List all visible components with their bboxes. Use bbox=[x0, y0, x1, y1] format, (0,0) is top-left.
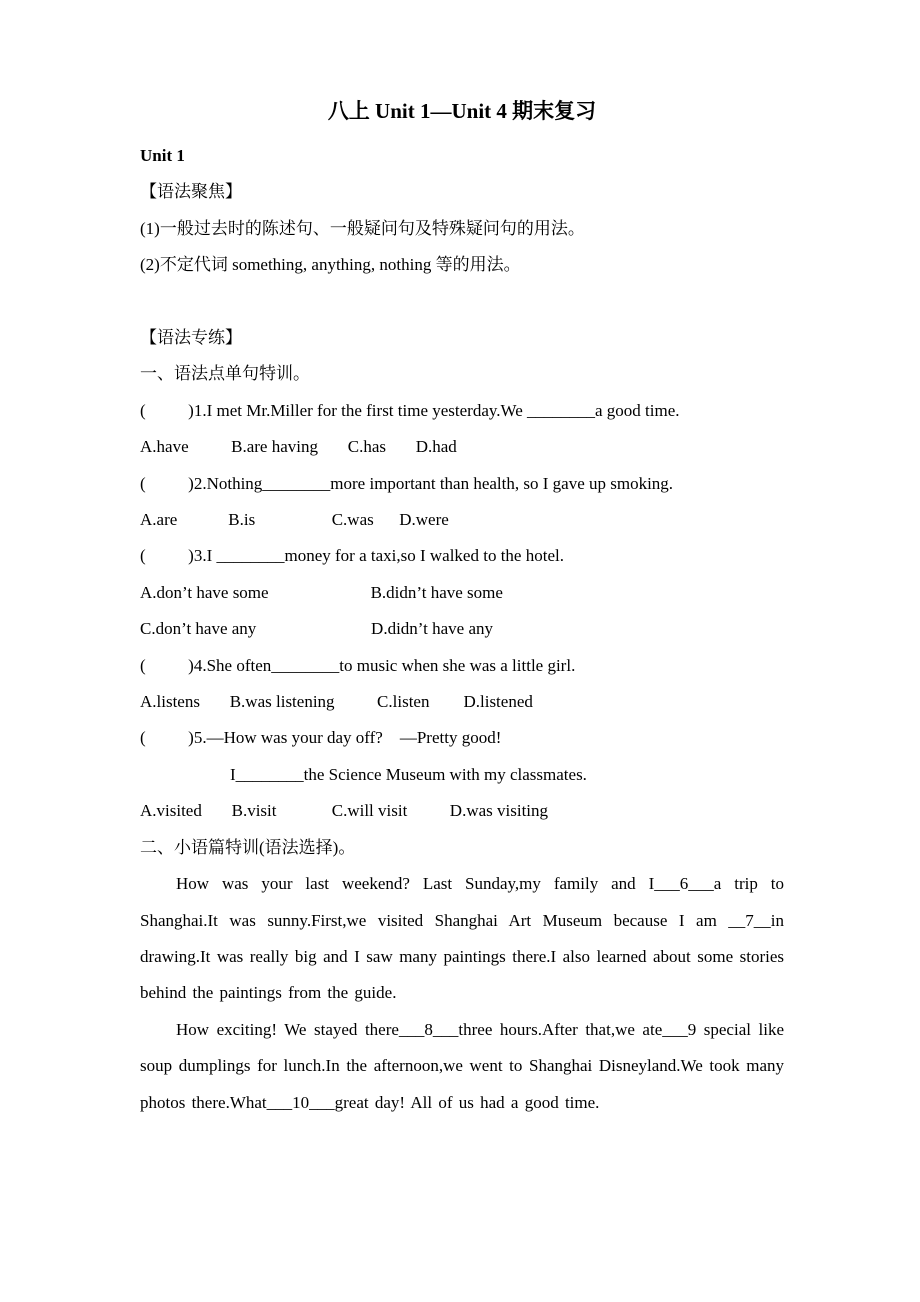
grammar-focus-heading: 【语法聚焦】 bbox=[140, 182, 242, 202]
question-3-options-cd: C.don’t have any D.didn’t have any bbox=[140, 619, 494, 639]
section-one-heading: 一、语法点单句特训。 bbox=[140, 364, 310, 384]
passage-paragraph-2: How exciting! We stayed there___8___three hours.After that,we ate___9 special like soup dumplings for lunch.In the afternoon,we went to Shanghai Disneyland.We took many photos there.What___10___great day! All of us had a good time. bbox=[140, 1019, 784, 1112]
blank-line bbox=[140, 284, 784, 320]
question-5-stem-line2: I________the Science Museum with my classmates. bbox=[230, 764, 587, 784]
question-5-options: A.visited B.visit C.will visit D.was visiting bbox=[140, 801, 549, 821]
question-2-stem: ( )2.Nothing________more important than health, so I gave up smoking. bbox=[140, 473, 674, 493]
grammar-point-2: (2)不定代词 something, anything, nothing 等的用法。 bbox=[140, 255, 521, 275]
question-3-stem: ( )3.I ________money for a taxi,so I walked to the hotel. bbox=[140, 546, 564, 566]
unit-heading: Unit 1 bbox=[140, 146, 185, 165]
question-1-options: A.have B.are having C.has D.had bbox=[140, 437, 457, 457]
question-3-options-ab: A.don’t have some B.didn’t have some bbox=[140, 582, 503, 602]
question-4-options: A.listens B.was listening C.listen D.listened bbox=[140, 692, 533, 712]
question-4-stem: ( )4.She often________to music when she was a little girl. bbox=[140, 655, 576, 675]
section-two-heading: 二、小语篇特训(语法选择)。 bbox=[140, 837, 356, 857]
document-title: 八上 Unit 1—Unit 4 期末复习 bbox=[327, 99, 597, 123]
question-5-stem: ( )5.—How was your day off? —Pretty good! bbox=[140, 728, 502, 748]
passage-paragraph-1: How was your last weekend? Last Sunday,my family and I___6___a trip to Shanghai.It was sunny.First,we visited Shanghai Art Museum because I am __7__in drawing.It was really big and I saw many paintings there.I also learned about some stories behind the paintings from the guide. bbox=[140, 874, 784, 1003]
grammar-point-1: (1)一般过去时的陈述句、一般疑问句及特殊疑问句的用法。 bbox=[140, 218, 585, 238]
question-1-stem: ( )1.I met Mr.Miller for the first time yesterday.We ________a good time. bbox=[140, 400, 680, 420]
grammar-practice-heading: 【语法专练】 bbox=[140, 328, 242, 348]
question-2-options: A.are B.is C.was D.were bbox=[140, 510, 449, 530]
document-body bbox=[140, 138, 784, 1121]
